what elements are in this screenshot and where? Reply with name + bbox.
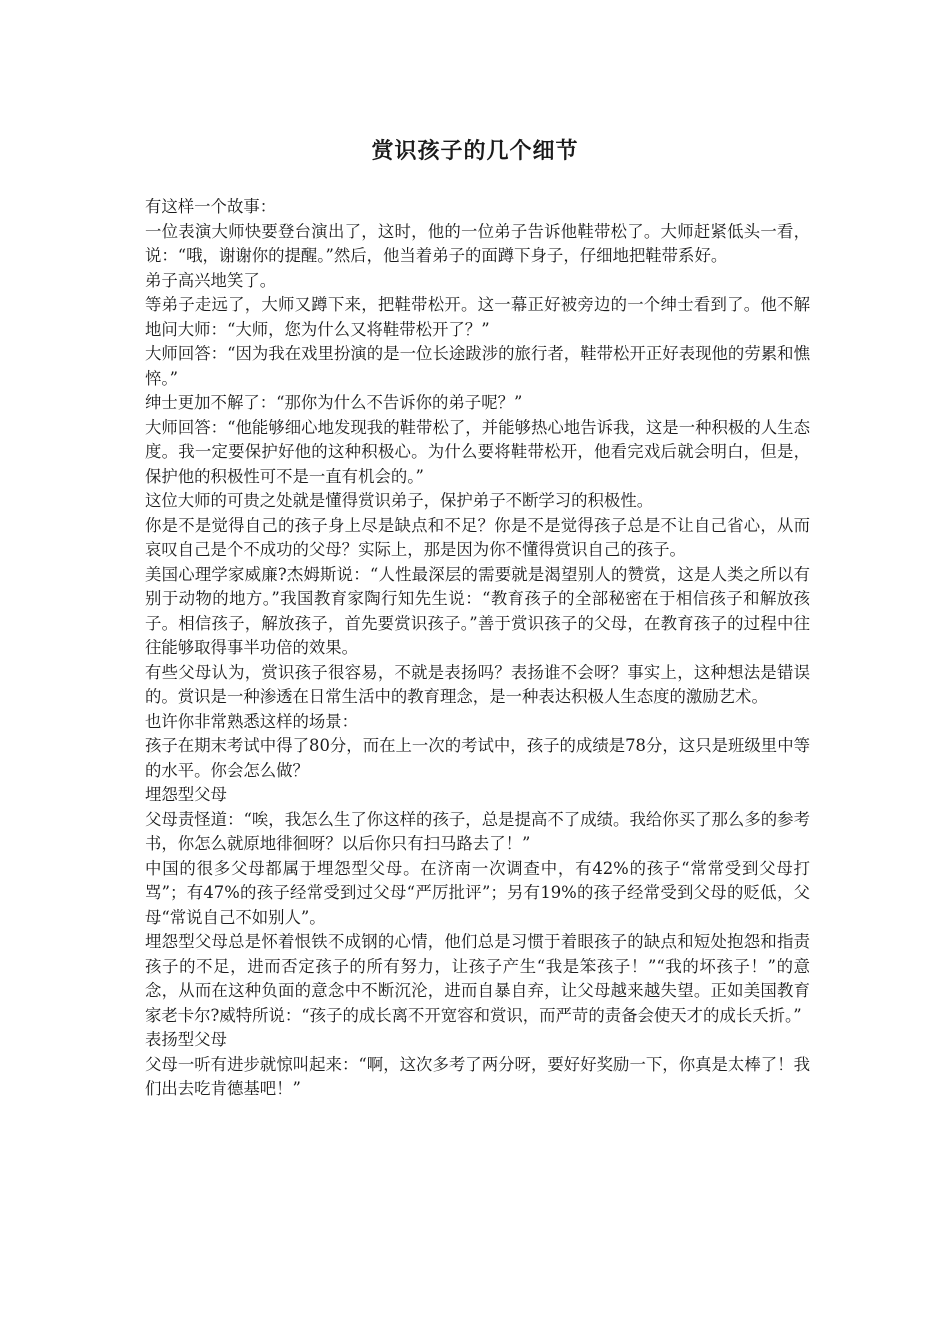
document-body [145,195,810,1102]
paragraph: 大师回答：“因为我在戏里扮演的是一位长途跋涉的旅行者，鞋带松开正好表现他的劳累和憔悴。” [145,344,810,388]
paragraph: 埋怨型父母总是怀着恨铁不成钢的心情，他们总是习惯于着眼孩子的缺点和短处抱怨和指责孩子的不足，进而否定孩子的所有努力，让孩子产生“我是笨孩子！”“我的坏孩子！”的意念，从而在这种负面的意念中不断沉沦，进而自暴自弃，让父母越来越失望。正如美国教育家老卡尔?威特所说：“孩子的成长离不开宽容和赏识，而严苛的责备会使天才的成长夭折。” [145,932,810,1025]
paragraph: 有些父母认为，赏识孩子很容易，不就是表扬吗？表扬谁不会呀？事实上，这种想法是错误的。赏识是一种渗透在日常生活中的教育理念，是一种表达积极人生态度的激励艺术。 [145,662,810,706]
paragraph: 也许你非常熟悉这样的场景： [145,711,359,731]
paragraph: 美国心理学家威廉?杰姆斯说：“人性最深层的需要就是渴望别人的赞赏，这是人类之所以有别于动物的地方。”我国教育家陶行知先生说：“教育孩子的全部秘密在于相信孩子和解放孩子。相信孩子，解放孩子，首先要赏识孩子。”善于赏识孩子的父母，在教育孩子的过程中往往能够取得事半功倍的效果。 [145,564,810,657]
paragraph: 中国的很多父母都属于埋怨型父母。在济南一次调查中，有42%的孩子“常常受到父母打骂”；有47%的孩子经常受到过父母“严厉批评”；另有19%的孩子经常受到父母的贬低，父母“常说自己不如别人”。 [145,858,810,927]
section-heading: 表扬型父母 [145,1030,227,1049]
paragraph: 有这样一个故事： [145,197,277,216]
paragraph: 孩子在期末考试中得了80分，而在上一次的考试中，孩子的成绩是78分，这只是班级里中等的水平。你会怎么做？ [145,736,810,780]
paragraph: 弟子高兴地笑了。 [145,270,277,290]
paragraph: 等弟子走远了，大师又蹲下来，把鞋带松开。这一幕正好被旁边的一个绅士看到了。他不解地问大师：“大师，您为什么又将鞋带松开了？” [145,295,810,339]
paragraph: 父母一听有进步就惊叫起来：“啊，这次多考了两分呀，要好好奖励一下，你真是太棒了！我们出去吃肯德基吧！” [145,1054,810,1098]
paragraph: 大师回答：“他能够细心地发现我的鞋带松了，并能够热心地告诉我，这是一种积极的人生态度。我一定要保护好他的这种积极心。为什么要将鞋带松开，他看完戏后就会明白，但是，保护他的积极性可不是一直有机会的。” [145,417,810,486]
paragraph: 父母责怪道：“唉，我怎么生了你这样的孩子，总是提高不了成绩。我给你买了那么多的参考书，你怎么就原地徘徊呀？以后你只有扫马路去了！” [145,809,810,853]
paragraph: 绅士更加不解了：“那你为什么不告诉你的弟子呢？” [145,393,523,412]
page-title: 赏识孩子的几个细节 [371,138,579,164]
paragraph: 一位表演大师快要登台演出了，这时，他的一位弟子告诉他鞋带松了。大师赶紧低头一看，说：“哦，谢谢你的提醒。”然后，他当着弟子的面蹲下身子，仔细地把鞋带系好。 [145,221,810,265]
section-heading: 埋怨型父母 [145,785,227,804]
paragraph: 这位大师的可贵之处就是懂得赏识弟子，保护弟子不断学习的积极性。 [145,491,654,510]
paragraph: 你是不是觉得自己的孩子身上尽是缺点和不足？你是不是觉得孩子总是不让自己省心，从而哀叹自己是个不成功的父母？实际上，那是因为你不懂得赏识自己的孩子。 [145,515,810,559]
